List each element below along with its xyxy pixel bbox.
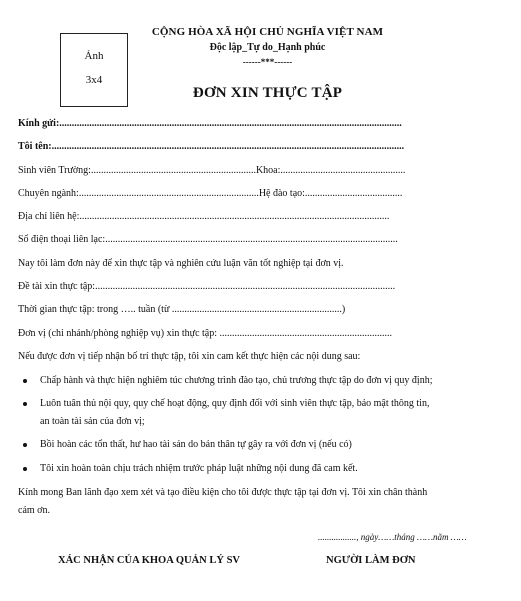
photo-size: 3x4 xyxy=(85,74,103,86)
field-so-dien-thoai: Số điện thoại liên lạc:..................................................................................................................... xyxy=(18,234,398,245)
national-motto: Độc lập_Tự do_Hạnh phúc xyxy=(209,42,326,53)
closing-line: cám ơn. xyxy=(18,505,50,516)
bullet-icon xyxy=(23,443,27,447)
field-sinh-vien-truong: Sinh viên Trường:..................................................................Khoa:.................................................. xyxy=(18,165,406,176)
field-toi-ten: Tôi tên:............................................................................................................................................. xyxy=(18,141,405,152)
bullet-icon xyxy=(23,379,27,383)
header-ornament: ------***------ xyxy=(242,57,293,67)
field-de-tai: Đề tài xin thực tập:........................................................................................................................ xyxy=(18,281,396,292)
photo-label: Ảnh xyxy=(84,50,104,62)
photo-placeholder xyxy=(60,33,128,107)
commitment-text: Bồi hoàn các tổn thất, hư hao tài sản do bản thân tự gây ra với đơn vị (nếu có) xyxy=(40,439,352,450)
commitment-text: Tôi xin hoàn toàn chịu trách nhiệm trước pháp luật những nội dung đã cam kết. xyxy=(40,463,358,474)
applicant-signature-label: NGƯỜI LÀM ĐƠN xyxy=(326,555,416,566)
statement-nay-toi: Nay tôi làm đơn này để xin thực tập và nghiên cứu luận văn tốt nghiệp tại đơn vị. xyxy=(18,258,344,269)
form-title: ĐƠN XIN THỰC TẬP xyxy=(192,85,343,101)
national-title: CỘNG HÒA XÃ HỘI CHỦ NGHĨA VIỆT NAM xyxy=(151,26,384,38)
commitment-item xyxy=(40,439,352,450)
field-thoi-gian: Thời gian thực tập: trong ….. tuần (từ ....................................................................) xyxy=(18,304,346,315)
statement-cam-ket: Nếu được đơn vị tiếp nhận bố trí thực tập, tôi xin cam kết thực hiện các nội dung sau: xyxy=(18,351,361,362)
closing-line: Kính mong Ban lãnh đạo xem xét và tạo điều kiện cho tôi được thực tập tại đơn vị. Tôi xin chân thành xyxy=(18,487,428,498)
bullet-icon xyxy=(23,467,27,471)
field-kinh-gui: Kính gửi:......................................................................................................................................... xyxy=(18,118,402,129)
commitment-item xyxy=(40,463,358,474)
commitment-text: Chấp hành và thực hiện nghiêm túc chương trình đào tạo, chủ trương thực tập do đơn vị quy định; xyxy=(40,375,433,386)
bullet-icon xyxy=(23,402,27,406)
commitment-text: an toàn tài sản của đơn vị; xyxy=(40,416,145,427)
commitment-item xyxy=(40,398,429,409)
commitment-item-continued xyxy=(40,416,145,427)
commitment-item xyxy=(40,375,432,386)
faculty-confirmation-label: XÁC NHẬN CỦA KHOA QUẢN LÝ SV xyxy=(58,555,241,566)
commitment-text: Luôn tuân thủ nội quy, quy chế hoạt động, quy định đối với sinh viên thực tập, bảo mật thông tin, xyxy=(40,398,430,409)
date-line: ................., ngày……tháng ……năm …… xyxy=(318,532,467,542)
field-chuyen-nganh: Chuyên ngành:........................................................................Hệ đào tạo:....................................... xyxy=(18,188,403,199)
field-don-vi: Đơn vị (chi nhánh/phòng nghiệp vụ) xin thực tập: ..................................................................... xyxy=(18,328,393,339)
field-dia-chi: Địa chỉ liên hệ:............................................................................................................................ xyxy=(18,211,390,222)
